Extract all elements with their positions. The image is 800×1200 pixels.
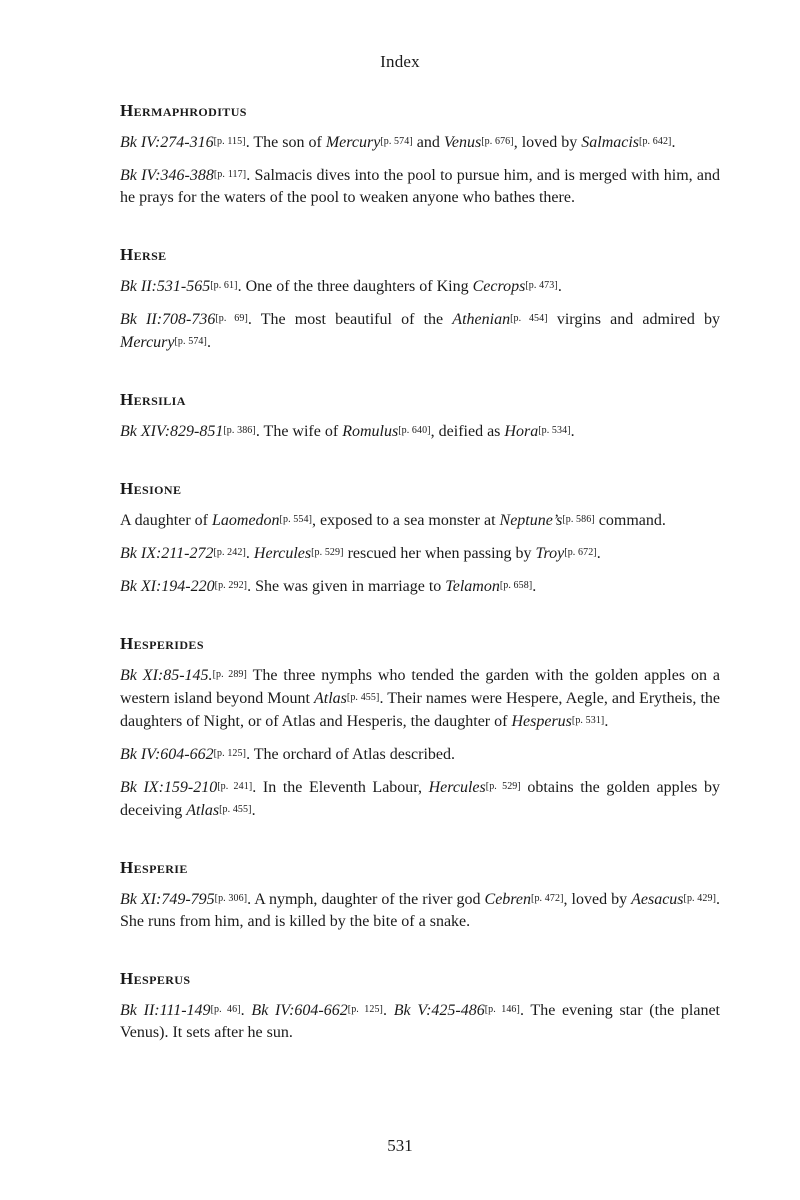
page-reference[interactable]: [p. 455] [219,804,252,815]
entry-paragraph [120,743,720,766]
index-entry [120,857,720,933]
page-reference[interactable]: [p. 642] [639,136,672,147]
index-entry-list [120,100,720,1079]
index-entry [120,244,720,354]
page-reference[interactable]: [p. 289] [212,669,247,680]
entry-paragraph [120,888,720,933]
cross-reference-link[interactable]: Romulus [342,423,399,440]
entry-text: . [382,1002,394,1019]
cross-reference-link[interactable]: Bk IV:274-316 [120,134,214,151]
cross-reference-link[interactable]: Venus [443,134,482,151]
cross-reference-link[interactable]: Athenian [452,311,511,328]
page-reference[interactable]: [p. 554] [279,514,313,525]
page-reference[interactable]: [p. 46] [210,1004,241,1015]
entry-text: . [532,578,537,595]
index-entry [120,478,720,598]
page-reference[interactable]: [p. 292] [214,580,248,591]
cross-reference-link[interactable]: Bk IV:604-662 [251,1002,348,1019]
entry-paragraph [120,776,720,822]
cross-reference-link[interactable]: Mercury [120,334,175,351]
entry-text: . [604,713,609,730]
page-reference[interactable]: [p. 574] [174,336,207,347]
cross-reference-link[interactable]: Bk IX:159-210 [120,779,218,796]
page-reference[interactable]: [p. 429] [683,893,717,904]
cross-reference-link[interactable]: Aesacus [631,891,684,908]
entry-heading: Hersilia [120,390,186,409]
cross-reference-link[interactable]: Bk V:425-486 [393,1002,485,1019]
entry-paragraph [120,308,720,354]
entry-heading: Hesperus [120,969,191,988]
entry-text: . [557,278,562,295]
entry-heading: Hesperie [120,858,188,877]
page-reference[interactable]: [p. 125] [213,748,247,759]
cross-reference-link[interactable]: Hora [504,423,539,440]
entry-paragraph [120,575,720,598]
entry-text: and [412,134,444,151]
cross-reference-link[interactable]: Bk II:708-736 [120,311,216,328]
page-reference[interactable]: [p. 306] [214,893,248,904]
entry-text: . The wife of [255,423,343,440]
page-reference[interactable]: [p. 69] [215,313,248,324]
cross-reference-link[interactable]: Hesperus [511,713,572,730]
entry-text: . [570,423,575,440]
cross-reference-link[interactable]: Hercules [428,779,486,796]
entry-paragraph [120,164,720,209]
page-reference[interactable]: [p. 672] [564,547,597,558]
page-reference[interactable]: [p. 125] [347,1004,383,1015]
entry-text: rescued her when passing by [343,545,536,562]
page-reference[interactable]: [p. 455] [346,692,380,703]
entry-heading: Hesperides [120,634,204,653]
page-reference[interactable]: [p. 473] [525,280,558,291]
entry-paragraph [120,420,720,443]
page-reference[interactable]: [p. 531] [571,715,605,726]
page-reference[interactable]: [p. 115] [213,136,246,147]
page-reference[interactable]: [p. 472] [531,893,564,904]
cross-reference-link[interactable]: Bk XI:85-145. [120,667,213,684]
cross-reference-link[interactable]: Bk IX:211-272 [120,545,214,562]
entry-text: . [251,802,256,819]
entry-paragraph [120,509,720,532]
index-entry [120,389,720,443]
entry-text: . One of the three daughters of King [237,278,473,295]
index-entry [120,633,720,822]
entry-heading: Hermaphroditus [120,101,247,120]
entry-text: , exposed to a sea monster at [312,512,500,529]
cross-reference-link[interactable]: Hercules [253,545,312,562]
entry-text: obtains the golden apples by deceiving [120,779,720,819]
entry-paragraph [120,131,720,154]
entry-text: . She was given in marriage to [247,578,446,595]
cross-reference-link[interactable]: Salmacis [581,134,640,151]
entry-paragraph [120,275,720,298]
page-reference[interactable]: [p. 586] [562,514,595,525]
entry-text: , loved by [513,134,582,151]
cross-reference-link[interactable]: Cecrops [472,278,526,295]
entry-text: . The most beautiful of the [247,311,453,328]
cross-reference-link[interactable]: Atlas [186,802,220,819]
cross-reference-link[interactable]: Bk XI:194-220 [120,578,215,595]
entry-text: . The orchard of Atlas described. [246,746,456,763]
index-entry [120,100,720,209]
entry-text: . A nymph, daughter of the river god [247,891,485,908]
cross-reference-link[interactable]: Troy [535,545,565,562]
cross-reference-link[interactable]: Bk II:531-565 [120,278,211,295]
page-number: 531 [387,1136,413,1155]
page-reference[interactable]: [p. 242] [213,547,246,558]
page-reference[interactable]: [p. 117] [213,169,247,180]
entry-text: . The son of [245,134,326,151]
cross-reference-link[interactable]: Cebren [484,891,532,908]
entry-text: . Their names were Hespere, Aegle, and Erytheis, the daughters of Night, or of Atlas and Hesperis, the daughter of [120,690,720,730]
entry-text: . [596,545,601,562]
page-reference[interactable]: [p. 241] [217,781,253,792]
entry-text: A daughter of [120,512,212,529]
entry-heading: Herse [120,245,167,264]
index-entry [120,968,720,1044]
entry-text: . [240,1002,252,1019]
entry-text: , loved by [563,891,632,908]
entry-text: . She runs from him, and is killed by the bite of a snake. [120,891,721,930]
entry-text: . Salmacis dives into the pool to pursue him, and is merged with him, and he prays for the waters of the pool to weaken anyone who bathes there. [120,167,720,206]
cross-reference-link[interactable]: Bk XIV:829-851 [120,423,224,440]
cross-reference-link[interactable]: Atlas [314,690,347,707]
entry-paragraph [120,542,720,565]
entry-text: , deified as [430,423,505,440]
page-reference[interactable]: [p. 529] [311,547,344,558]
page-reference[interactable]: [p. 640] [398,425,431,436]
page-reference[interactable]: [p. 61] [210,280,238,291]
cross-reference-link[interactable]: Bk IV:604-662 [120,746,214,763]
entry-text: The three nymphs who tended the garden with the golden apples on a western island beyond Mount [120,667,720,707]
page-reference[interactable]: [p. 534] [538,425,571,436]
entry-text: virgins and admired by [547,311,721,328]
cross-reference-link[interactable]: Mercury [325,134,381,151]
cross-reference-link[interactable]: Laomedon [211,512,280,529]
entry-heading: Hesione [120,479,182,498]
cross-reference-link[interactable]: Neptune’s [499,512,563,529]
page-reference[interactable]: [p. 529] [485,781,521,792]
cross-reference-link[interactable]: Bk IV:346-388 [120,167,214,184]
running-head: Index [380,52,420,71]
entry-paragraph [120,664,720,733]
page-reference[interactable]: [p. 386] [223,425,256,436]
page-reference[interactable]: [p. 146] [484,1004,520,1015]
page-reference[interactable]: [p. 676] [481,136,514,147]
cross-reference-link[interactable]: Bk II:111-149 [120,1002,211,1019]
page-reference[interactable]: [p. 574] [380,136,413,147]
cross-reference-link[interactable]: Telamon [445,578,500,595]
entry-text: . [245,545,254,562]
entry-text: . [206,334,211,351]
entry-paragraph [120,999,720,1044]
entry-text: command. [594,512,666,529]
page-reference[interactable]: [p. 454] [510,313,548,324]
entry-text: . [671,134,676,151]
page-reference[interactable]: [p. 658] [499,580,533,591]
entry-text: . The evening star (the planet Venus). It sets after he sun. [120,1002,721,1041]
entry-text: . In the Eleventh Labour, [252,779,429,796]
cross-reference-link[interactable]: Bk XI:749-795 [120,891,215,908]
